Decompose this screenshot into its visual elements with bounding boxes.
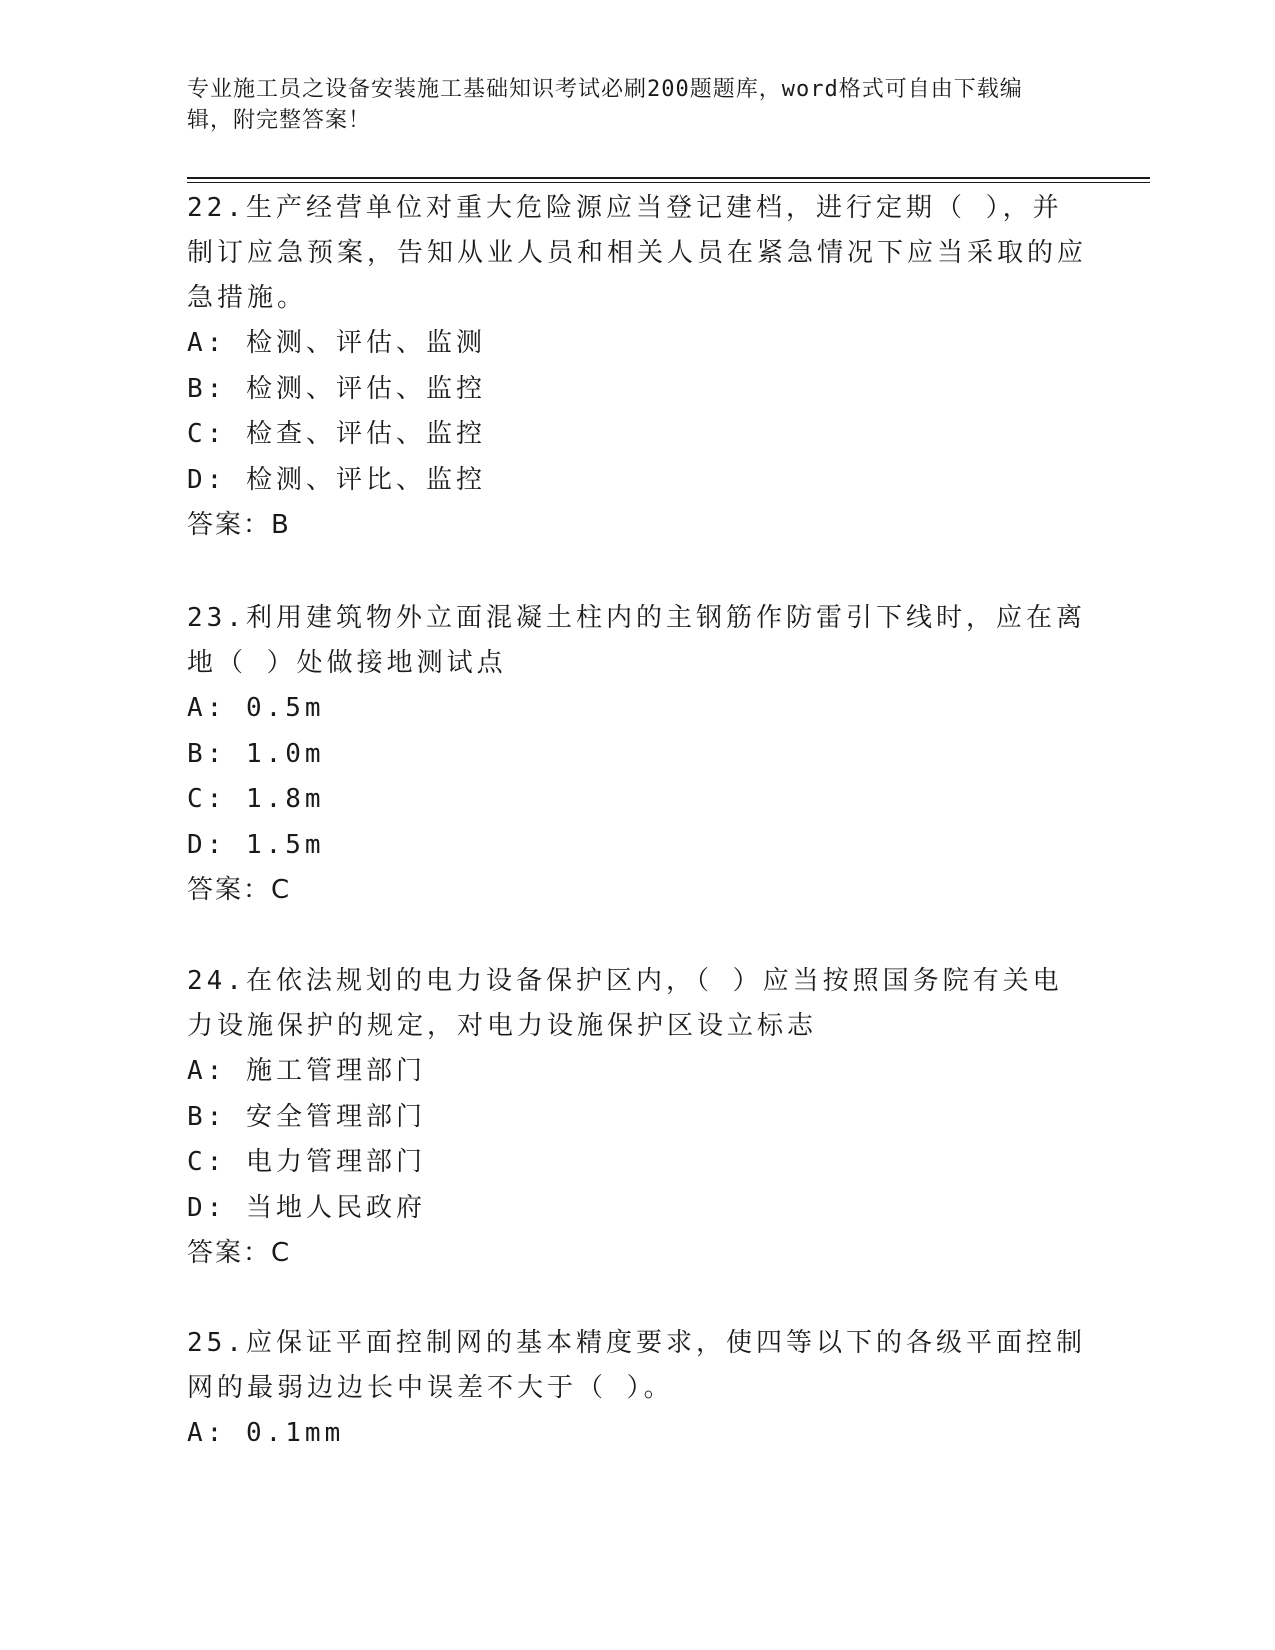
option-b: B: 安全管理部门 — [187, 1101, 426, 1132]
option-c: C: 检查、评估、监控 — [187, 419, 486, 449]
option-b: B: 1.0m — [187, 738, 325, 769]
option-d: D: 当地人民政府 — [187, 1192, 426, 1223]
question-stem: 24.在依法规划的电力设备保护区内，（ ）应当按照国务院有关电力设施保护的规定，对电力设施保护区设立标志 — [187, 966, 1063, 1041]
option-d: D: 1.5m — [187, 829, 325, 860]
option-a: A: 施工管理部门 — [187, 1056, 426, 1086]
answer-label: 答案：C — [187, 1238, 292, 1268]
question-24 — [187, 959, 1087, 1276]
answer-label: 答案：B — [187, 510, 291, 540]
option-a: A: 0.1mm — [187, 1418, 345, 1448]
option-b: B: 检测、评估、监控 — [187, 373, 486, 404]
question-stem: 25.应保证平面控制网的基本精度要求，使四等以下的各级平面控制网的最弱边边长中误差不大于（ ）。 — [187, 1328, 1086, 1403]
option-c: C: 电力管理部门 — [187, 1147, 426, 1177]
question-23 — [187, 596, 1087, 913]
option-d: D: 检测、评比、监控 — [187, 464, 486, 495]
question-25 — [187, 1321, 1087, 1457]
question-stem: 23.利用建筑物外立面混凝土柱内的主钢筋作防雷引下线时，应在离地（ ）处做接地测试点 — [187, 603, 1086, 678]
option-c: C: 1.8m — [187, 784, 325, 814]
header-divider-thin — [187, 182, 1150, 183]
question-22 — [187, 186, 1087, 548]
option-a: A: 0.5m — [187, 693, 325, 723]
question-stem: 22.生产经营单位对重大危险源应当登记建档，进行定期（ ），并制订应急预案，告知从业人员和相关人员在紧急情况下应当采取的应急措施。 — [187, 193, 1088, 313]
option-a: A: 检测、评估、监测 — [187, 328, 486, 358]
answer-label: 答案：C — [187, 875, 292, 905]
document-header: 专业施工员之设备安装施工基础知识考试必刷200题题库，word格式可自由下载编辑，附完整答案！ — [187, 77, 1023, 133]
header-divider-thick — [187, 177, 1150, 179]
